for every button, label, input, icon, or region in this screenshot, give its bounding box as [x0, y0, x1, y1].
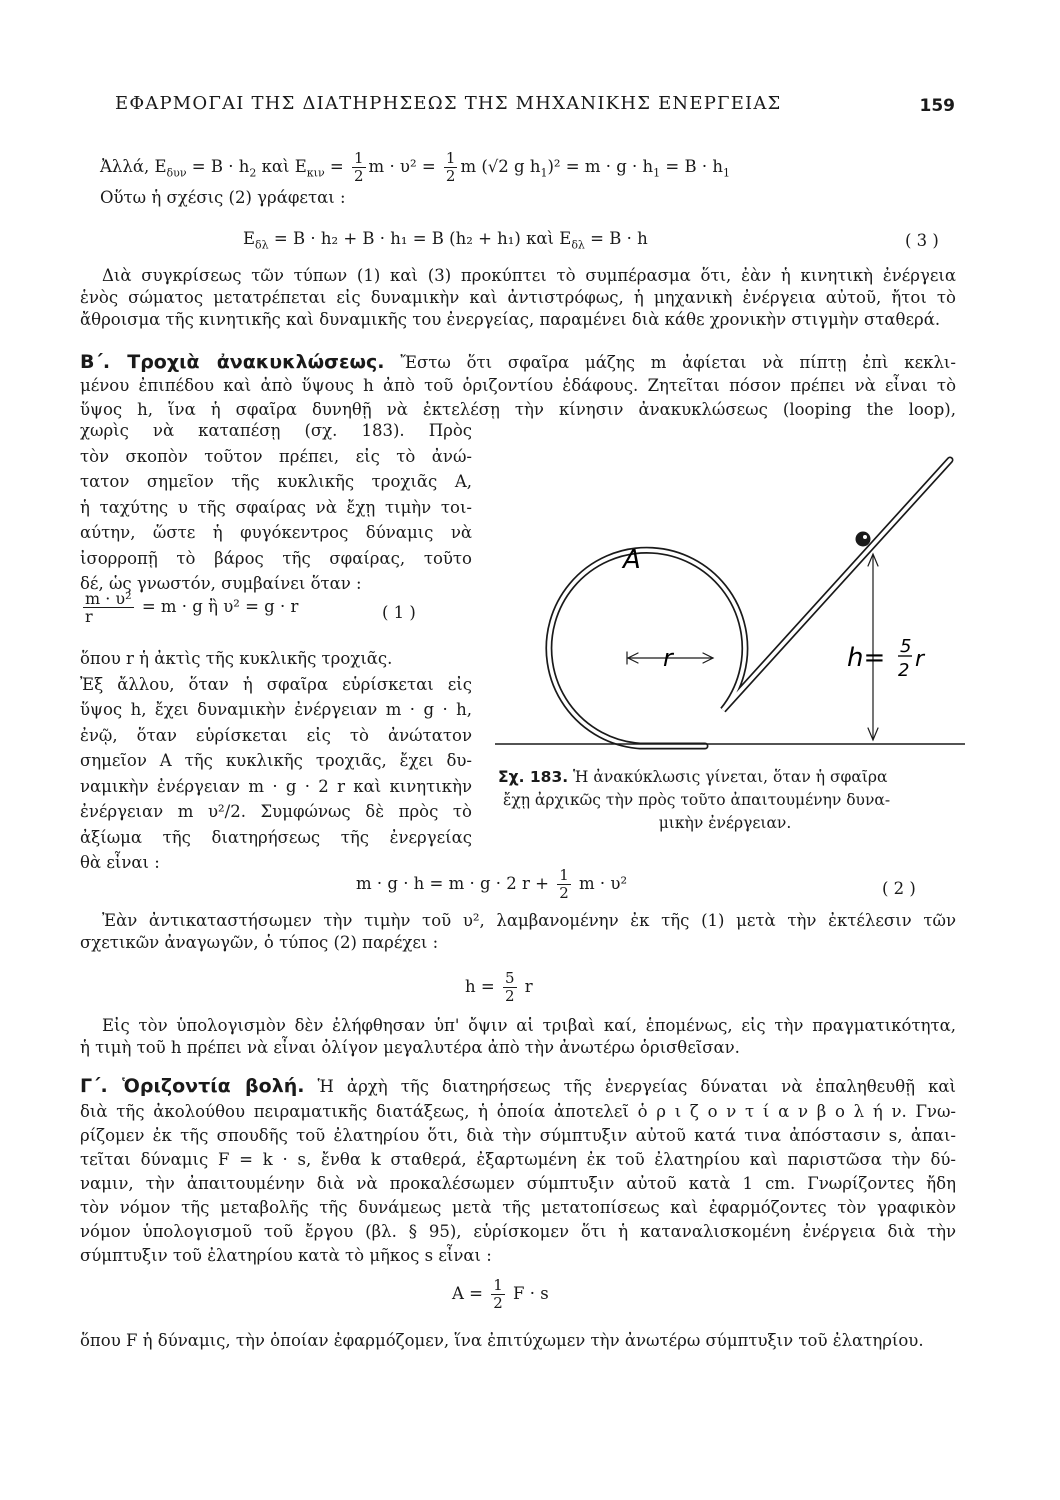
section-g: Γ΄. Ὁριζοντία βολή. Ἡ ἀρχὴ τῆς διατηρήσεως τῆς ἐνεργείας δύναται νὰ ἐπαληθευθῇ καὶ διὰ τῆς ἀκολούθου πειραματικῆς διατάξεως, ἡ ὁποία ἀποτελεῖ ὁ ρ ι ζ ο ν τ ί α ν β ο λ ή ν. Γνω- ρίζομεν ἐκ τῆς σπουδῆς τοῦ ἐλατηρίου ὅτι, διὰ τὴν σύμπτυξιν αὐτοῦ κατά τινα ἀπόστασιν s, ἀπαι- τεῖται δύναμις F = k · s, ἔνθα k σταθερά, ἐξαρτωμένη ἐκ τοῦ ἐλατηρίου καὶ παριστῶσα τὴν δύ- ναμιν, τὴν ἀπαιτουμένην διὰ νὰ προκαλέσωμεν σύμπτυξιν αὐτοῦ κατὰ 1 cm. Γνωρίζοντες ἤδη τὸν νόμον τῆς μεταβολῆς τῆς δυνάμεως μετὰ τῆς μετατοπίσεως καὶ ἐφαρμόζοντες τὸν γραφικὸν νόμον ὑπολογισμοῦ τοῦ ἔργου (βλ. § 95), εὑρίσκομεν ὅτι ἡ καταναλισκομένη ἐνέργεια διὰ τὴν σύμπτυξιν τοῦ ἐλατηρίου κατὰ τὸ μῆκος s εἶναι : [80, 1075, 956, 1265]
equation-1: $\frac{\text{m · υ²}}{r}$ = m · g ἢ υ² = g · r [85, 589, 299, 626]
label-h: h= [847, 643, 886, 673]
column-text-1: χωρὶς νὰ καταπέσῃ (σχ. 183). Πρὸς τὸν σκοπὸν τοῦτον πρέπει, εἰς τὸ ἀνώ- τατον σημεῖον τῆς κυκλικῆς τροχιᾶς Α, ἡ ταχύτης υ τῆς σφαίρας νὰ ἔχῃ τιμὴν τοι- αύτην, ὥστε ἡ φυγόκεντρος δύναμις νὰ ἰσορροπῇ τὸ βάρος τῆς σφαίρας, τοῦτο δέ, ὡς γνωστόν, συμβαίνει ὅταν : [80, 421, 472, 593]
equation-1-number: ( 1 ) [382, 603, 416, 622]
section-g-title: Γ΄. Ὁριζοντία βολή. [80, 1075, 305, 1097]
section-b-intro: Β΄. Τροχιὰ ἀνακυκλώσεως. Ἔστω ὅτι σφαῖρα μάζης m ἀφίεται νὰ πίπτῃ ἐπὶ κεκλι- μένου ἐπιπέδου καὶ ἀπὸ ὕψους h ἀπὸ τοῦ ὁριζοντίου ἐδάφους. Ζητεῖται πόσον πρέπει νὰ εἶναι τὸ ὕψος h, ἵνα ἡ σφαῖρα δυνηθῇ νὰ ἐκτελέσῃ τὴν κίνησιν ἀνακυκλώσεως (looping the loop), [80, 351, 956, 419]
fraction-centripetal: $\frac{\text{m · υ²}}{r}$ [85, 589, 132, 626]
header-title: ΕΦΑΡΜΟΓΑΙ ΤΗΣ ΔΙΑΤΗΡΗΣΕΩΣ ΤΗΣ ΜΗΧΑΝΙΚΗΣ ΕΝΕΡΓΕΙΑΣ [115, 93, 782, 114]
fraction-half: $\frac{1}{2}$ [354, 149, 364, 185]
equation-energy-definitions: Ἀλλά, $E_{\delta\upsilon\nu} = B \cdot h_2$ καὶ $E_{\kappa\iota\nu}$ = $\frac{1}{2}$ m · υ² = $\frac{1}{2}$ m (√2 g $h_1)^2 = m \cdot g \cdot h_1 = B \cdot h_1$ [100, 149, 730, 185]
figure-loop-diagram [495, 448, 965, 754]
paragraph-friction: Εἰς τὸν ὑπολογισμὸν δὲν ἐλήφθησαν ὑπ' ὄψιν αἱ τριβαὶ καί, ἑπομένως, εἰς τὴν πραγματικότητα, ἡ τιμὴ τοῦ h πρέπει νὰ εἶναι ὀλίγον μεγαλυτέρα ἀπὸ τὴν ἀνωτέρω ὁρισθεῖσαν. [80, 1016, 956, 1057]
label-h-r: r [915, 647, 925, 672]
ball-icon [856, 532, 871, 547]
page-number: 159 [919, 96, 955, 116]
equation-A: A = $\frac{1}{2}$ F · s [452, 1276, 549, 1312]
fraction-half-2: $\frac{1}{2}$ [445, 149, 456, 185]
label-r: r [663, 644, 673, 672]
column-text-2: ὅπου r ἡ ἀκτὶς τῆς κυκλικῆς τροχιᾶς. Ἐξ ἄλλου, ὅταν ἡ σφαῖρα εὑρίσκεται εἰς ὕψος h, ἔχει δυναμικὴν ἐνέργειαν m · g · h, ἐνῷ, ὅταν εὑρίσκεται εἰς τὸ ἀνώτατον σημεῖον Α τῆς κυκλικῆς τροχιᾶς, ἔχει δυ- ναμικὴν ἐνέργειαν m · g · 2 r καὶ κινητικὴν ἐνέργειαν m υ²/2. Συμφώνως δὲ πρὸς τὸ ἀξίωμα τῆς διατηρήσεως τῆς ἐνεργείας θὰ εἶναι : [80, 649, 472, 872]
equation-3-number: ( 3 ) [905, 231, 939, 250]
paragraph-conclusion: Διὰ συγκρίσεως τῶν τύπων (1) καὶ (3) προκύπτει τὸ συμπέρασμα ὅτι, ἐὰν ἡ κινητικὴ ἐνέργεια ἑνὸς σώματος μετατρέπεται εἰς δυναμικὴν καὶ ἀντιστρόφως, ἡ μηχανικὴ ἐνέργεια αὐτοῦ, ἤτοι τὸ ἄθροισμα τῆς κινητικῆς καὶ δυναμικῆς του ἐνεργείας, παραμένει διὰ κάθε χρονικὴν στιγμὴν σταθερά. [80, 266, 956, 329]
equation-2-number: ( 2 ) [882, 879, 916, 898]
paragraph-substitution: Ἐὰν ἀντικαταστήσωμεν τὴν τιμὴν τοῦ υ², λαμβανομένην ἐκ τῆς (1) μετὰ τὴν ἐκτέλεσιν τῶν σχετικῶν ἀναγωγῶν, ὁ τύπος (2) παρέχει : [80, 911, 956, 952]
paragraph-last: ὅπου F ἡ δύναμις, τὴν ὁποίαν ἐφαρμόζομεν, ἵνα ἐπιτύχωμεν τὴν ἀνωτέρω σύμπτυξιν τοῦ ἐλατηρίου. [80, 1331, 924, 1350]
figure-caption: Σχ. 183. Ἡ ἀνακύκλωσις γίνεται, ὅταν ἡ σφαῖρα ἔχῃ ἀρχικῶς τὴν πρὸς τοῦτο ἀπαιτουμένην δυνα- μικὴν ἐνέργειαν. [498, 768, 891, 832]
caption-label: Σχ. 183. [498, 768, 569, 786]
equation-h: h = $\frac{5}{2}$ r [465, 969, 533, 1005]
equation-2: m · g · h = m · g · 2 r + $\frac{1}{2}$ m · υ² [356, 866, 628, 902]
label-h-den: 2 [898, 660, 910, 681]
label-A: A [623, 545, 641, 575]
running-header [115, 93, 955, 114]
section-b-title: Β΄. Τροχιὰ ἀνακυκλώσεως. [80, 351, 385, 373]
label-h-num: 5 [900, 636, 912, 657]
equation-3: $E_{\delta\lambda} = B \cdot h_2 + B \cdot h_1 = B$ (h₂ + h₁) καὶ $E_{\delta\lambda} = B \cdot h$ [243, 229, 648, 252]
text-outo: Οὕτω ἡ σχέσις (2) γράφεται : [100, 188, 346, 207]
